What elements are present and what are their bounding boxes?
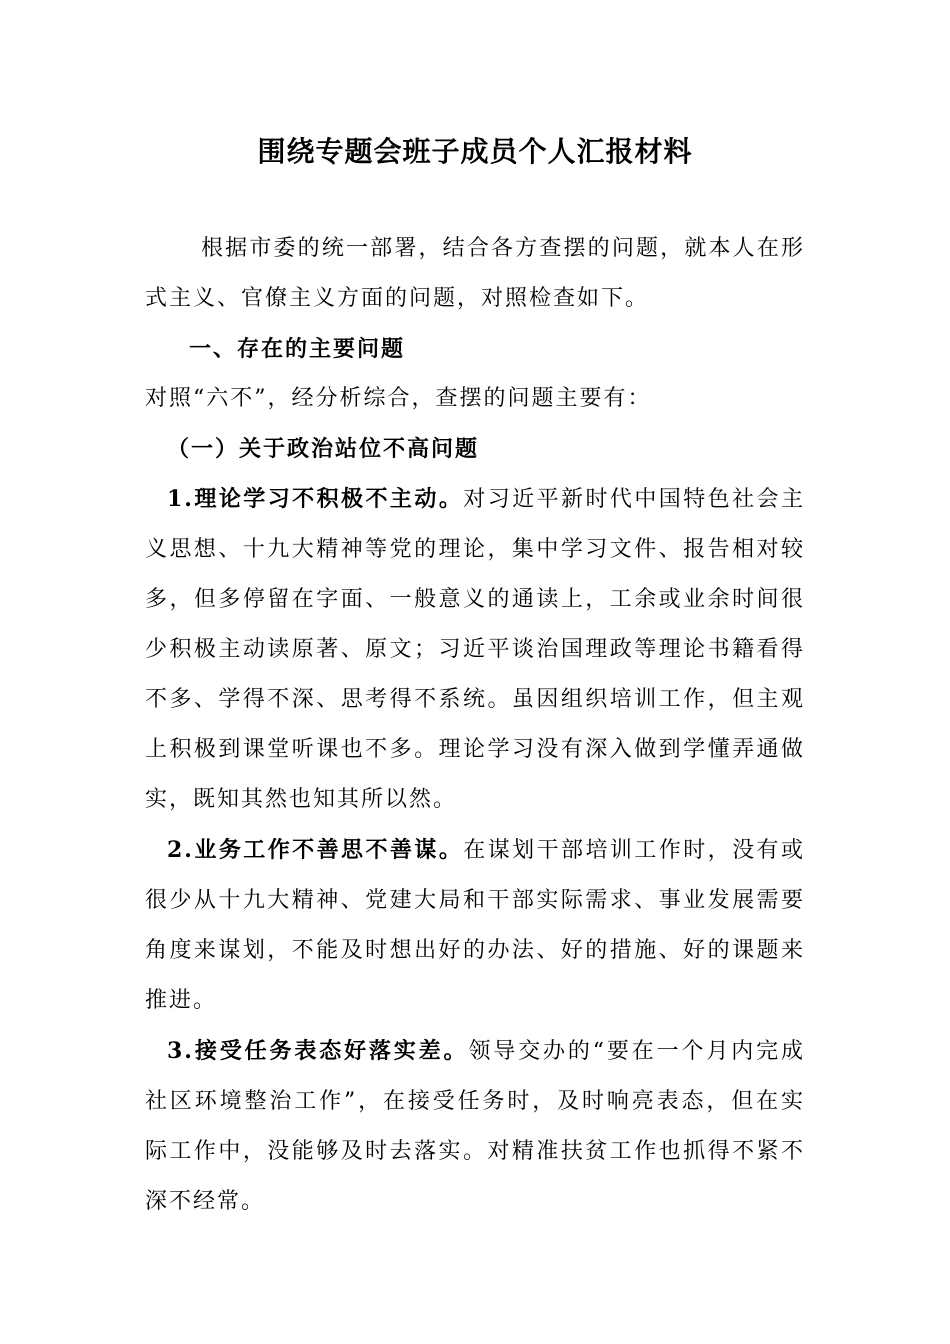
item-paragraph-3 — [145, 1026, 805, 1227]
intro-paragraph: 根据市委的统一部署，结合各方查摆的问题，就本人在形式主义、官僚主义方面的问题，对照检查如下。 — [145, 236, 805, 311]
section-lead-paragraph: 对照“六不”，经分析综合，查摆的问题主要有： — [145, 386, 652, 411]
item-paragraph-2 — [145, 825, 805, 1026]
item-paragraph-1 — [145, 474, 805, 825]
item-lead: 1.理论学习不积极不主动。 — [167, 486, 464, 512]
section-heading: 一、存在的主要问题 — [189, 336, 406, 362]
item-text: 在谋划干部培训工作时，没有或很少从十九大精神、党建大局和干部实际需求、事业发展需要角度来谋划，不能及时想出好的办法、好的措施、好的课题来推进。 — [145, 838, 805, 1013]
item-lead: 2.业务工作不善思不善谋。 — [167, 837, 464, 863]
document-body — [145, 224, 805, 1227]
item-text: 领导交办的“要在一个月内完成社区环境整治工作”，在接受任务时，及时响亮表态，但在实际工作中，没能够及时去落实。对精准扶贫工作也抓得不紧不深不经常。 — [145, 1039, 806, 1214]
subsection-heading: （一）关于政治站位不高问题 — [167, 436, 480, 462]
item-lead: 3.接受任务表态好落实差。 — [167, 1038, 469, 1064]
item-text: 对习近平新时代中国特色社会主义思想、十九大精神等党的理论，集中学习文件、报告相对较多，但多停留在字面、一般意义的通读上，工余或业余时间很少积极主动读原著、原文；习近平谈治国理政等理论书籍看得不多、学得不深、思考得不系统。虽因组织培训工作，但主观上积极到课堂听课也不多。理论学习没有深入做到学懂弄通做实，既知其然也知其所以然。 — [145, 487, 805, 812]
document-title: 围绕专题会班子成员个人汇报材料 — [257, 135, 693, 168]
